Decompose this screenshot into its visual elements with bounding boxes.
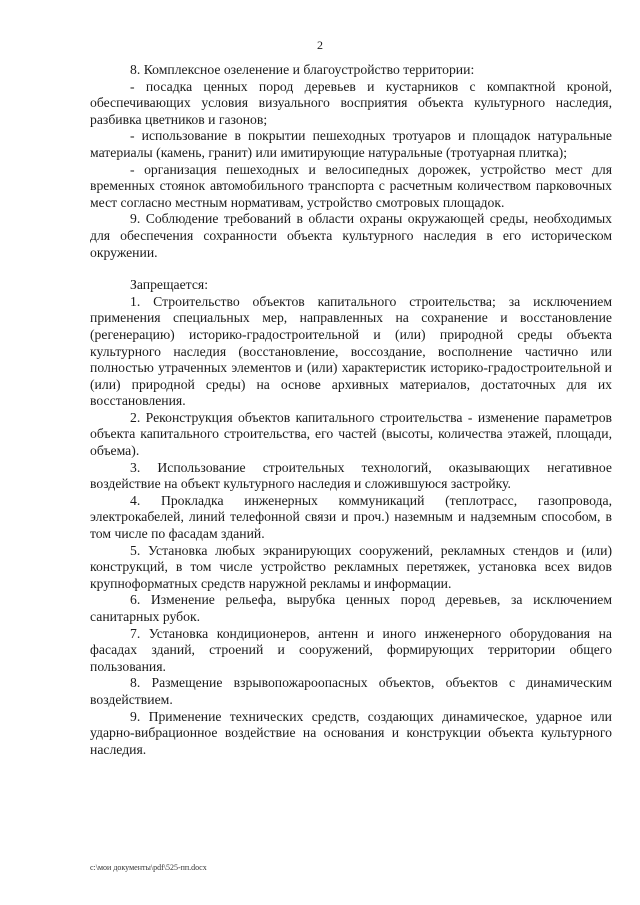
paragraph: 9. Применение технических средств, создающих динамическое, ударное или ударно-вибрационное воздействие на основания и конструкции объекта культурного наследия. bbox=[90, 708, 612, 757]
paragraph: 7. Установка кондиционеров, антенн и иного инженерного оборудования на фасадах зданий, строений и сооружений, формирующих территории общего пользования. bbox=[90, 625, 612, 674]
paragraph: 8. Размещение взрывопожароопасных объектов, объектов с динамическим воздействием. bbox=[90, 675, 612, 707]
footer-file-path: c:\мои документы\pdf\525-пп.docx bbox=[90, 863, 207, 872]
paragraph: - организация пешеходных и велосипедных дорожек, устройство мест для временных стоянок автомобильного транспорта с расчетным количеством парковочных мест согласно местным нормативам, устройство смотровых площадок. bbox=[90, 161, 612, 210]
paragraph: - посадка ценных пород деревьев и кустарников с компактной кроной, обеспечивающих условия визуального восприятия объекта культурного наследия, разбивка цветников и газонов; bbox=[90, 78, 612, 127]
paragraph: 1. Строительство объектов капитального строительства; за исключением применения специальных мер, направленных на сохранение и восстановление (регенерацию) историко-градостроительной и (или) природной среды объекта культурного наследия (восстановление, воссоздание, восполнение частично или полностью утраченных элементов и (или) характеристик историко-градостроительной и (или) природной среды) на основе архивных материалов, достаточных для их восстановления. bbox=[90, 293, 612, 409]
paragraph: - использование в покрытии пешеходных тротуаров и площадок натуральные материалы (камень, гранит) или имитирующие натуральные (тротуарная плитка); bbox=[90, 128, 612, 160]
page-number: 2 bbox=[317, 38, 323, 52]
paragraph: 3. Использование строительных технологий, оказывающих негативное воздействие на объект культурного наследия и сложившуюся застройку. bbox=[90, 459, 612, 492]
paragraph: 6. Изменение рельефа, вырубка ценных пород деревьев, за исключением санитарных рубок. bbox=[90, 592, 612, 624]
paragraph: 2. Реконструкция объектов капитального строительства - изменение параметров объекта капитального строительства, его частей (высоты, количества этажей, площади, объема). bbox=[90, 409, 612, 459]
section-heading: Запрещается: bbox=[130, 277, 209, 293]
paragraph: 4. Прокладка инженерных коммуникаций (теплотрасс, газопровода, электрокабелей, линий телефонной связи и проч.) наземным и надземным способом, в том числе по фасадам зданий. bbox=[90, 492, 612, 542]
paragraph: 9. Соблюдение требований в области охраны окружающей среды, необходимых для обеспечения сохранности объекта культурного наследия в его историческом окружении. bbox=[90, 211, 612, 260]
document-body bbox=[90, 62, 612, 758]
paragraph: 5. Установка любых экранирующих сооружений, рекламных стендов и (или) конструкций, в том числе устройство рекламных перетяжек, установка всех видов крупноформатных средств наружной рекламы и информации. bbox=[90, 542, 612, 591]
paragraph: 8. Комплексное озеленение и благоустройство территории: bbox=[130, 62, 475, 77]
